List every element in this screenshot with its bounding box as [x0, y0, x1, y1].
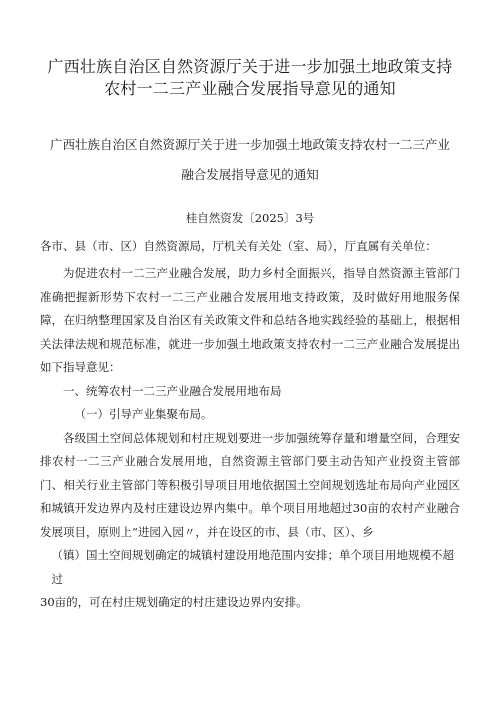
addressee: 各市、县（市、区）自然资源局，厅机关有关处（室、局），厅直属有关单位：: [40, 239, 437, 253]
section-1-paragraph: 各级国土空间总体规划和村庄规划要进一步加强统筹存量和增量空间，合理安排农村一二三产业融合发展用地，自然资源主管部门要主动告知产业投资主管部门、相关行业主管部门等积极引导项目用地依据国土空间规划选址布局向产业园区和城镇开发边界内及村庄建设边界内集中。单个项目用地超过30亩的农村产业融合发展项目，原则上“进园入园〃，并在设区的市、县（市、区）、乡: [40, 430, 460, 539]
main-title: 广西壮族自治区自然资源厅关于进一步加强土地政策支持农村一二三产业融合发展指导意见的通知: [47, 57, 453, 98]
intro-paragraph: 为促进农村一二三产业融合发展，助力乡村全面振兴，指导自然资源主管部门准确把握新形势下农村一二三产业融合发展用地支持政策，及时做好用地服务保障，在归纳整理国家及自治区有关政策文件和总结各地实践经验的基础上，根据相关法律法规和规范标准，就进一步加强土地政策支持农村一二三产业融合发展提出如下指导意见：: [40, 266, 460, 374]
section-heading-1: 一、统筹农村一二三产业融合发展用地布局: [63, 383, 282, 398]
sub-title: 广西壮族自治区自然资源厅关于进一步加强土地政策支持农村一二三产业融合发展指导意见的通知: [49, 137, 450, 182]
subsection-heading-1-1: （一）引导产业集聚布局。: [74, 407, 213, 421]
paragraph-tail-line-1: （镇）国土空间规划确定的城镇村建设用地范围内安排；单个项目用地规模不超过: [51, 548, 454, 586]
paragraph-tail-line-2: 30亩的，可在村庄规划确定的村庄建设边界内安排。: [40, 595, 308, 609]
section-1-paragraph-tail: [40, 544, 460, 615]
document-number: 桂自然资发〔2025〕3号: [185, 211, 315, 225]
